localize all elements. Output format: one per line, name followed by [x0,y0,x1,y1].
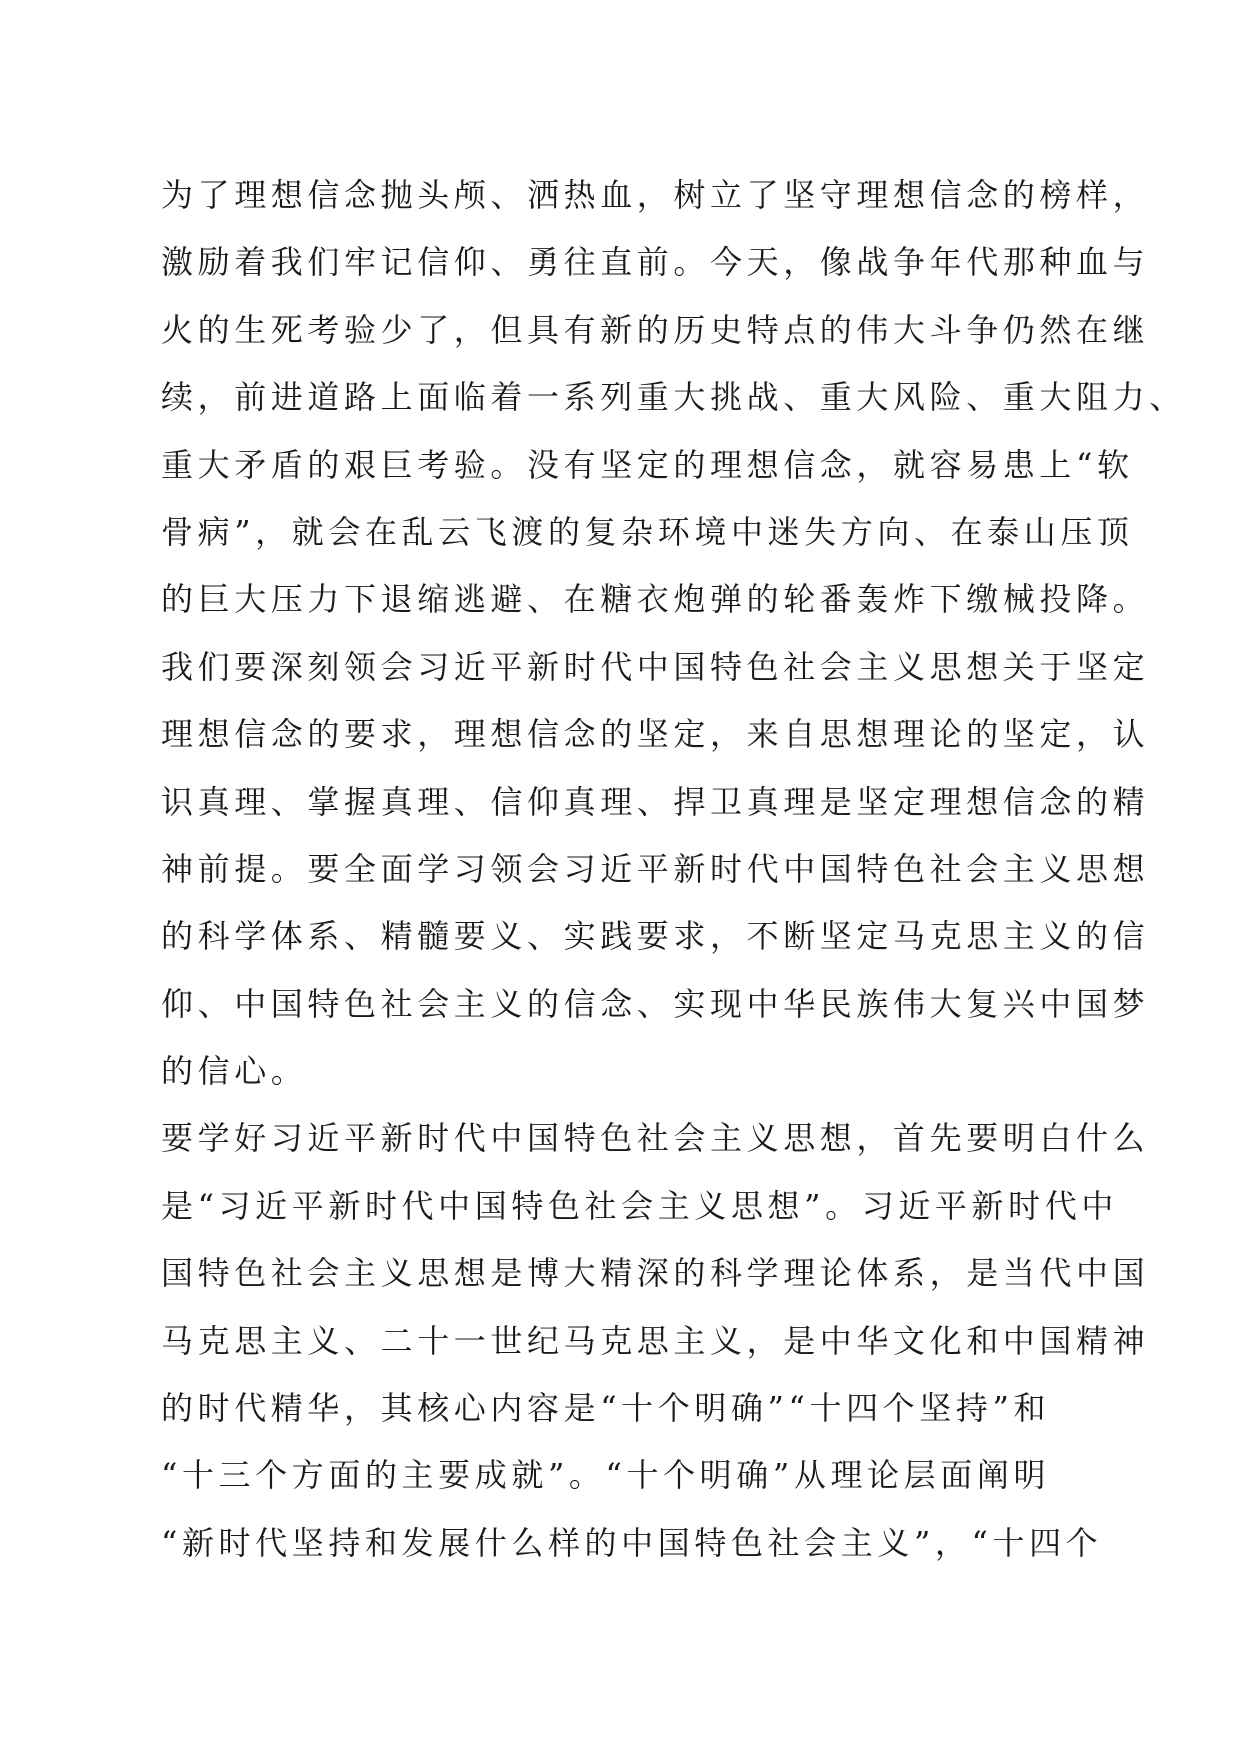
text-line: “十三个方面的主要成就”。“十个明确”从理论层面阐明 [161,1456,1051,1495]
text-line: 激励着我们牢记信仰、勇往直前。今天，像战争年代那种血与 [161,243,1150,282]
text-line: 要学好习近平新时代中国特色社会主义思想，首先要明白什么 [161,1119,1150,1158]
text-line: 国特色社会主义思想是博大精深的科学理论体系，是当代中国 [161,1254,1150,1293]
text-line: 神前提。要全面学习领会习近平新时代中国特色社会主义思想 [161,849,1150,888]
text-line: 理想信念的要求，理想信念的坚定，来自思想理论的坚定，认 [161,715,1150,754]
body-text [161,162,1186,1577]
text-line: 我们要深刻领会习近平新时代中国特色社会主义思想关于坚定 [161,647,1150,686]
text-line: 是“习近平新时代中国特色社会主义思想”。习近平新时代中 [161,1186,1118,1225]
text-line: 马克思主义、二十一世纪马克思主义，是中华文化和中国精神 [161,1321,1150,1360]
text-line: 的时代精华，其核心内容是“十个明确”“十四个坚持”和 [161,1389,1051,1428]
text-line: 的巨大压力下退缩逃避、在糖衣炮弹的轮番轰炸下缴械投降。 [161,580,1150,619]
text-line: 的科学体系、精髓要义、实践要求，不断坚定马克思主义的信 [161,917,1150,956]
text-line: 仰、中国特色社会主义的信念、实现中华民族伟大复兴中国梦 [161,984,1150,1023]
text-line: 火的生死考验少了，但具有新的历史特点的伟大斗争仍然在继 [161,310,1150,349]
text-line: 为了理想信念抛头颅、洒热血，树立了坚守理想信念的榜样， [161,176,1150,214]
text-line: 重大矛盾的艰巨考验。没有坚定的理想信念，就容易患上“软 [161,445,1134,484]
text-line: 的信心。 [161,1052,308,1091]
text-line: 骨病”，就会在乱云飞渡的复杂环境中迷失方向、在泰山压顶 [161,512,1134,551]
text-line: “新时代坚持和发展什么样的中国特色社会主义”，“十四个 [161,1523,1103,1562]
text-line: 续，前进道路上面临着一系列重大挑战、重大风险、重大阻力、 [161,378,1186,417]
text-line: 识真理、掌握真理、信仰真理、捍卫真理是坚定理想信念的精 [161,782,1150,821]
